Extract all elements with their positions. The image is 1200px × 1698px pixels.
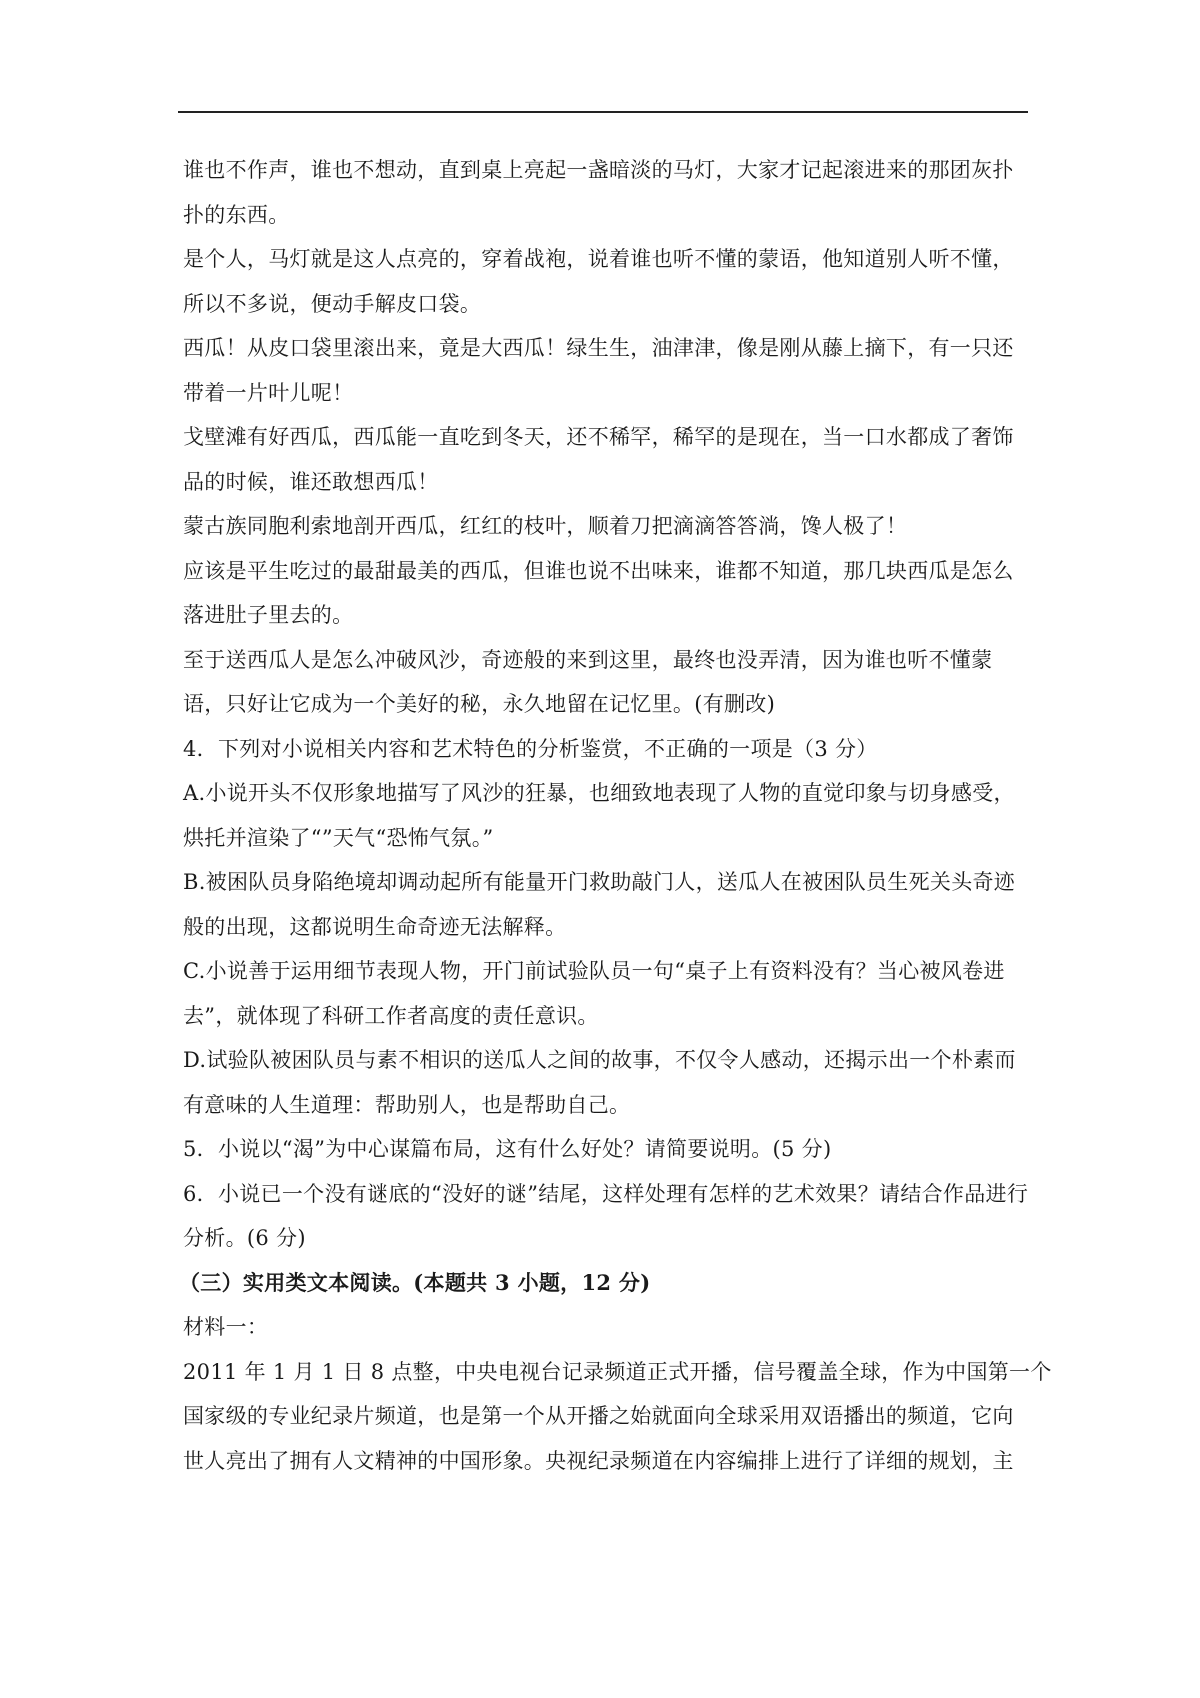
story-paragraph-line: 语，只好让它成为一个美好的秘，永久地留在记忆里。(有删改) <box>183 692 776 716</box>
question-4-option-b: B.被困队员身陷绝境却调动起所有能量开门救助敲门人，送瓜人在被困队员生死关头奇迹 <box>183 870 1016 894</box>
story-paragraph-line: 落进肚子里去的。 <box>183 603 354 627</box>
story-paragraph-line: 扑的东西。 <box>183 202 290 227</box>
question-5: 5．小说以“渴”为中心谋篇布局，这有什么好处？请简要说明。(5 分) <box>183 1137 832 1161</box>
question-4-option-a: 烘托并渲染了“”天气“恐怖气氛。” <box>183 825 494 850</box>
story-paragraph-line: 谁也不作声，谁也不想动，直到桌上亮起一盏暗淡的马灯，大家才记起滚进来的那团灰扑 <box>183 158 1014 182</box>
story-paragraph-line: 应该是平生吃过的最甜最美的西瓜，但谁也说不出味来，谁都不知道，那几块西瓜是怎么 <box>183 558 1014 583</box>
section-heading: （三）实用类文本阅读。(本题共 3 小题，12 分) <box>179 1269 651 1295</box>
story-paragraph-line: 蒙古族同胞利索地剖开西瓜，红红的枝叶，顺着刀把滴滴答答淌，馋人极了！ <box>183 514 908 538</box>
question-6: 分析。(6 分) <box>183 1226 306 1250</box>
story-paragraph-line: 西瓜！从皮口袋里滚出来，竟是大西瓜！绿生生，油津津，像是刚从藤上摘下，有一只还 <box>183 336 1014 360</box>
story-paragraph-line: 戈壁滩有好西瓜，西瓜能一直吃到冬天，还不稀罕，稀罕的是现在，当一口水都成了奢饰 <box>183 425 1014 449</box>
question-4-option-c: 去”，就体现了科研工作者高度的责任意识。 <box>183 1003 599 1028</box>
question-4-option-d: 有意味的人生道理：帮助别人，也是帮助自己。 <box>183 1092 631 1117</box>
header-rule <box>178 111 1028 113</box>
story-paragraph-line: 是个人，马灯就是这人点亮的，穿着战袍，说着谁也听不懂的蒙语，他知道别人听不懂， <box>183 247 1014 271</box>
question-4-option-a: A.小说开头不仅形象地描写了风沙的狂暴，也细致地表现了人物的直觉印象与切身感受， <box>183 781 1015 805</box>
material-paragraph-line: 2011 年 1 月 1 日 8 点整，中央电视台记录频道正式开播，信号覆盖全球，作为中国第一个 <box>183 1359 1052 1384</box>
story-paragraph-line: 带着一片叶儿呢！ <box>183 380 354 405</box>
question-4-option-b: 般的出现，这都说明生命奇迹无法解释。 <box>183 914 567 939</box>
material-paragraph-line: 国家级的专业纪录片频道，也是第一个从开播之始就面向全球采用双语播出的频道，它向 <box>183 1404 1014 1428</box>
material-label: 材料一： <box>183 1315 269 1339</box>
document-body <box>179 148 1052 1483</box>
material-paragraph-line: 世人亮出了拥有人文精神的中国形象。央视纪录频道在内容编排上进行了详细的规划，主 <box>183 1448 1014 1473</box>
question-4-stem: 4．下列对小说相关内容和艺术特色的分析鉴赏，不正确的一项是（3 分） <box>183 736 878 761</box>
story-paragraph-line: 至于送西瓜人是怎么冲破风沙，奇迹般的来到这里，最终也没弄清，因为谁也听不懂蒙 <box>183 647 993 672</box>
question-4-option-d: D.试验队被困队员与素不相识的送瓜人之间的故事，不仅令人感动，还揭示出一个朴素而 <box>183 1048 1016 1072</box>
question-4-option-c: C.小说善于运用细节表现人物，开门前试验队员一句“桌子上有资料没有？当心被风卷进 <box>183 959 1005 983</box>
question-6: 6．小说已一个没有谜底的“没好的谜”结尾，这样处理有怎样的艺术效果？请结合作品进行 <box>183 1181 1029 1206</box>
story-paragraph-line: 所以不多说，便动手解皮口袋。 <box>183 291 482 316</box>
story-paragraph-line: 品的时候，谁还敢想西瓜！ <box>183 469 439 494</box>
